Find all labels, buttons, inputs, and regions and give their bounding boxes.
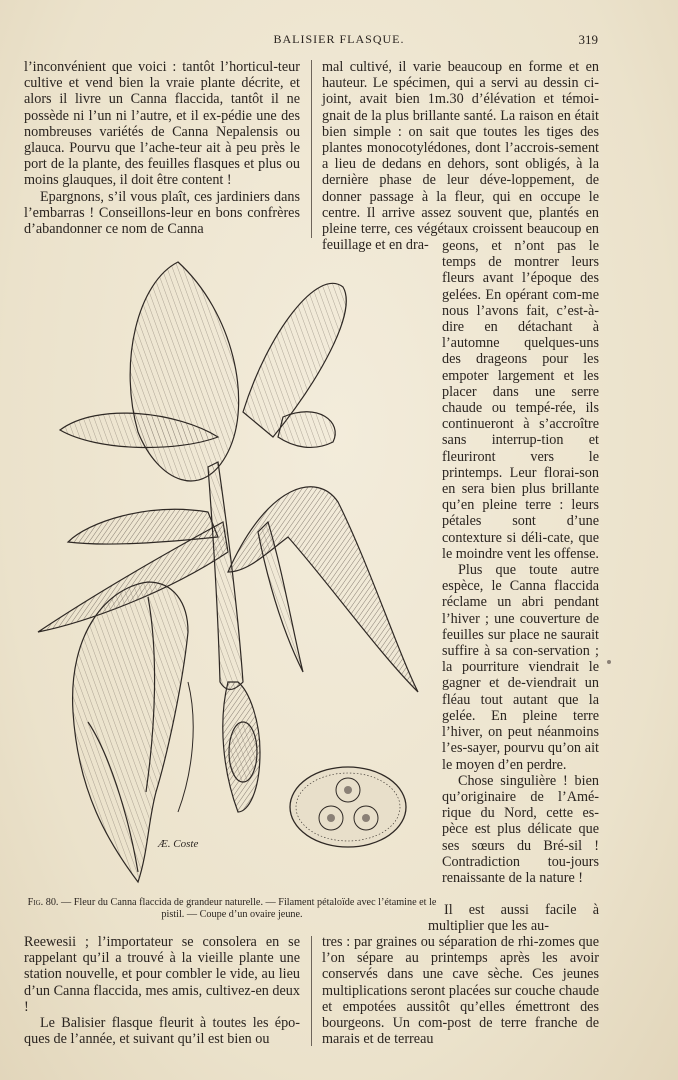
paragraph: tres : par graines ou séparation de rhi-zomes que l’on sépare au printemps après les avoir conservés dans une cave sèche. Ces jeunes multiplications seront placées sur couche chaude et empotées aussitôt qu’elles émettront des bourgeons. Un com-post de terre franche de marais et de terreau [322,934,599,1048]
column-divider [311,60,312,238]
paragraph: Plus que toute autre espèce, le Canna flaccida réclame un abri pendant l’hiver ; une couverture de feuilles sur place ne saurait suffire à sa con-servation ; la pourriture viendrait le gagner et de-viendrait un fléau tout autant que la gelée. En pleine terre l’hiver, on peut néanmoins l’es-sayer, pourvu qu’on ait le moyen d’en perdre. [442,562,599,773]
column-divider [311,936,312,1046]
caption-text: — Fleur du Canna flaccida de grandeur naturelle. — Filament pétaloïde avec l’étamine et le pistil. — Coupe d’un ovaire jeune. [61,897,437,920]
paragraph: Le Balisier flasque fleurit à toutes les épo-ques de l’année, et suivant qu’il est bien ou [24,1015,300,1048]
figure-caption [24,897,440,921]
text-column-right-top [322,59,599,253]
text-column-right-bottom [322,934,599,1047]
paragraph: Epargnons, s’il vous plaît, ces jardiniers dans l’embarras ! Conseillons-leur en bons confrères d’abandonner ce nom de Canna [24,188,300,238]
engraver-signature: Æ. Coste [158,838,199,850]
running-header-title: BALISIER FLASQUE. [273,32,405,46]
page-number: 319 [578,32,598,47]
canna-flower-engraving [28,252,438,892]
text-column-right-mid [428,902,599,934]
margin-speck [607,660,611,664]
text-column-left-bottom [24,934,300,1047]
paragraph: l’inconvénient que voici : tantôt l’horticul-teur cultive et vend bien la vraie plante décrite, et alors il livre un Canna flaccida, tantôt il ne possède ni l’un ni l’autre, et il ex-pédie une des nombreuses variétés de Canna Nepalensis ou glauca. Pourvu que l’ache-teur ait à peu près le port de la plante, des feuilles flasques et plus ou moins glauques, il doit être content ! [24,59,300,189]
paragraph: mal cultivé, il varie beaucoup en forme et en hauteur. Le spécimen, qui a servi au dessin ci-joint, avait bien 1m.30 d’élévation et témoi-gnait de la plus brillante santé. La raison en était bien simple : on sait que toutes les tiges des plantes monocotylédones, dont l’accrois-sement a lieu de dedans en dehors, sont obligés, à la dernière phase de leur déve-loppement, de donner passage à la fleur, qui en occupe le centre. Il arrive assez souvent que, plantés en pleine terre, ces végétaux croissent beaucoup en feuillage et en dra- [322,59,599,254]
paragraph: Il est aussi facile à multiplier que les au- [428,902,599,935]
paragraph: geons, et n’ont pas le temps de montrer leurs fleurs avant l’époque des gelées. En opérant com-me nous l’avons fait, c’est-à-dire en détachant à l’automne quelques-uns des drageons pour les empoter largement et les placer dans une serre chaude ou tempé-rée, ils continueront à s’accroître sans interrup-tion et fleuriront vers le printemps. Leur florai-son en sera bien plus brillante qu’en pleine terre : leurs pétales sont d’une contexture si déli-cate, que le moindre vent les offense. [442,238,599,562]
ovary-cross-section [290,767,406,847]
paragraph: Chose singulière ! bien qu’originaire de l’Amé-rique du Nord, cette es-pèce est plus délicate que ses sœurs du Bré-sil ! Contradiction tou-jours renaissante de la nature ! [442,772,599,886]
figure-label: Fig. 80. [27,897,59,908]
paragraph: Reewesii ; l’importateur se consolera en se rappelant qu’il a trouvé à la vieille plante une station nouvelle, et pour combler le vide, au lieu d’un Canna flaccida, mes amis, cultivez-en deux ! [24,934,300,1015]
text-column-left-top [24,59,300,237]
text-column-right-wrap [442,238,599,886]
